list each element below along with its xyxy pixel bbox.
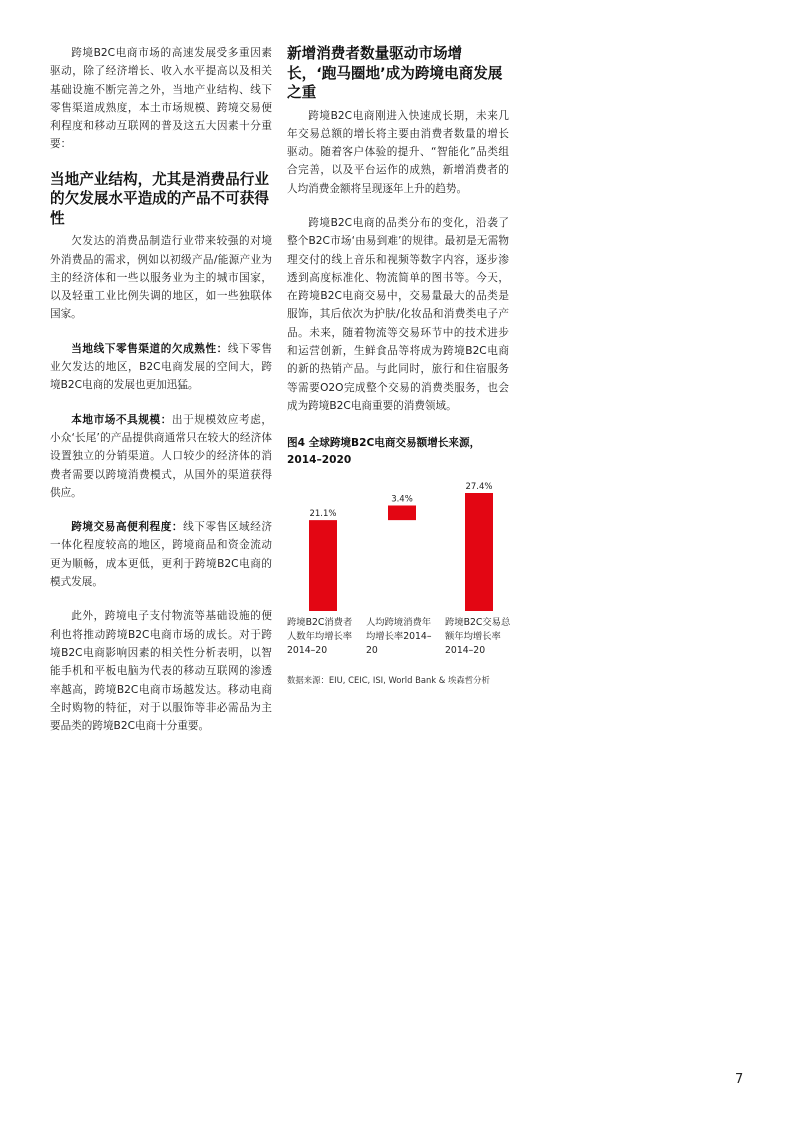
category-label-total-gmv: 跨境B2C交易总额年均增长率2014–20	[445, 617, 511, 657]
market-scale-lead: 本地市场不具规模：	[71, 413, 172, 426]
bar-label-consumers: 21.1%	[309, 509, 337, 520]
market-scale-paragraph	[50, 411, 272, 502]
figure-title: 图4 全球跨境B2C电商交易额增长来源，2014–2020	[287, 437, 481, 467]
bar-consumers	[309, 520, 337, 611]
category-label-consumers: 跨境B2C消费者人数年均增长率2014–20	[287, 617, 353, 657]
industry-structure-paragraph: 欠发达的消费品制造行业带来较强的对境外消费品的需求，例如以初级产品/能源产业为主的经济体和一些以服务业为主的城市国家，以及轻重工业比例失调的地区，如一些独联体国家。	[50, 235, 272, 321]
category-label-per-capita: 人均跨境消费年均增长率2014–20	[366, 617, 432, 657]
category-distribution-paragraph: 跨境B2C电商的品类分布的变化，沿袭了整个B2C市场‘由易到难’的规律。最初是无需物理交付的线上音乐和视频等数字内容，逐步渗透到高度标准化、物流简单的图书等。今天，在跨境B2C电商交易中，交易量最大的品类是服饰，其后依次为护肤/化妆品和消费类电子产品。未来，随着物流等交易环节中的技术进步和运营创新，生鲜食品等将成为跨境B2C电商的新的热销产品。与此同时，旅行和住宿服务等需要O2O完成整个交易的消费类服务，也会成为跨境B2C电商重要的消费领域。	[287, 216, 509, 412]
bar-per-capita	[388, 506, 416, 521]
left-column	[50, 44, 272, 751]
growth-chart	[287, 473, 517, 686]
intro-paragraph: 跨境B2C电商市场的高速发展受多重因素驱动，除了经济增长、收入水平提高以及相关基础设施不断完善之外，当地产业结构、线下零售渠道成熟度，本土市场规模、跨境交易便利程度和移动互联网的普及这五大因素十分重要：	[50, 47, 272, 151]
offline-retail-text: 线下零售业欠发达的地区，B2C电商发展的空间大，跨境B2C电商的发展也更加迅猛。	[50, 342, 273, 392]
data-source-note: 数据来源：EIU, CEIC, ISI, World Bank & 埃森哲分析	[287, 675, 490, 686]
page-number: 7	[735, 1072, 744, 1087]
bar-total-gmv	[465, 493, 493, 611]
market-scale-text: 出于规模效应考虑，小众‘长尾’的产品提供商通常只在较大的经济体设置独立的分销渠道。人口较少的经济体的消费者需要以跨境消费模式，从国外的渠道获得供应。	[50, 413, 273, 499]
trade-convenience-paragraph	[50, 518, 272, 591]
section-heading-industry-structure: 当地产业结构，尤其是消费品行业的欠发展水平造成的产品不可获得性	[50, 170, 269, 227]
growth-stage-paragraph: 跨境B2C电商刚进入快速成长期，未来几年交易总额的增长将主要由消费者数量的增长驱动。随着客户体验的提升、“智能化”品类组合完善，以及平台运作的成熟，新增消费者的人均消费金额将呈现逐年上升的趋势。	[287, 109, 509, 195]
offline-retail-paragraph	[50, 340, 272, 395]
trade-convenience-text: 线下零售区域经济一体化程度较高的地区，跨境商品和资金流动更为顺畅，成本更低，更利于跨境B2C电商的模式发展。	[50, 521, 273, 589]
bar-label-total-gmv: 27.4%	[465, 482, 493, 493]
right-column	[287, 44, 511, 686]
infrastructure-paragraph: 此外，跨境电子支付物流等基础设施的便利也将推动跨境B2C电商市场的成长。对于跨境B2C电商影响因素的相关性分析表明，以智能手机和平板电脑为代表的移动互联网的渗透率越高，跨境B2C电商市场越发达。移动电商全时购物的特征，对于以服饰等非必需品为主要品类的跨境B2C电商十分重要。	[50, 610, 272, 733]
growth-chart-svg	[287, 473, 517, 613]
offline-retail-lead: 当地线下零售渠道的欠成熟性：	[71, 342, 228, 355]
trade-convenience-lead: 跨境交易高便利程度：	[71, 521, 184, 534]
section-heading-new-consumers: 新增消费者数量驱动市场增长，‘跑马圈地’成为跨境电商发展之重	[287, 45, 503, 101]
bar-label-per-capita: 3.4%	[391, 494, 413, 505]
